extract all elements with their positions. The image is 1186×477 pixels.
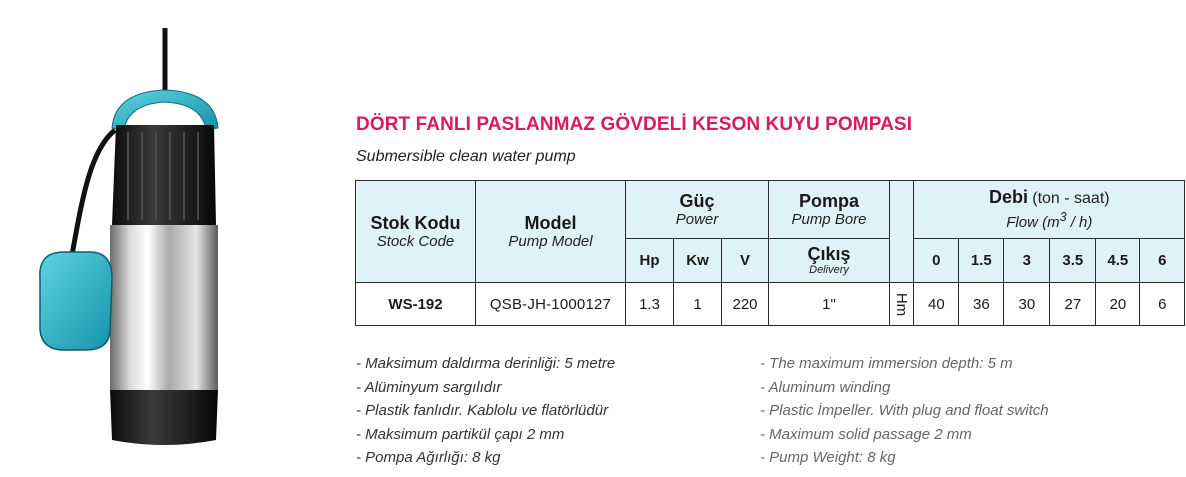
- note-en-item: - Maximum solid passage 2 mm: [760, 425, 972, 443]
- flow-value-0: 40: [914, 283, 959, 326]
- flow-col-2: 3: [1004, 239, 1050, 283]
- notes-turkish: [356, 352, 615, 470]
- kw-cell: 1: [674, 283, 722, 326]
- flow-col-1: 1.5: [959, 239, 1004, 283]
- product-subtitle: Submersible clean water pump: [356, 148, 576, 165]
- flow-col-0: 0: [914, 239, 959, 283]
- delivery-header-tr: Çıkış: [807, 244, 851, 264]
- handle: [112, 90, 218, 130]
- note-en-item: - Plastic İmpeller. With plug and float switch: [760, 402, 1049, 419]
- v-header: V: [722, 239, 769, 283]
- note-en-item: - The maximum immersion depth: 5 m: [760, 355, 1013, 372]
- model-header-en: Pump Model: [508, 232, 593, 250]
- flow-value-2: 30: [1004, 283, 1050, 326]
- flow-header-tr: Debi: [989, 187, 1029, 207]
- pump-product-image: [20, 20, 240, 460]
- v-cell: 220: [722, 283, 769, 326]
- hm-label-cell: [890, 283, 914, 326]
- flow-value-1: 36: [959, 283, 1004, 326]
- stock-code-header-en: Stock Code: [376, 232, 455, 250]
- flow-header-en: Flow $(m^3 / h)$: [1006, 210, 1093, 231]
- spec-table: [355, 180, 1185, 326]
- model-header-tr: Model: [524, 212, 577, 233]
- flow-value-5: 6: [1140, 283, 1185, 326]
- table-row: [356, 283, 1185, 326]
- hm-label: Hm: [893, 292, 911, 316]
- stock-code-header: [356, 181, 476, 283]
- power-header-tr: Güç: [679, 190, 715, 211]
- power-header-en: Power: [675, 210, 719, 228]
- steel-body: [110, 225, 218, 390]
- flow-header-tr-unit: (ton - saat): [1032, 190, 1110, 207]
- note-tr-item: - Plastik fanlıdır. Kablolu ve flatörlüdür: [356, 402, 609, 419]
- delivery-header: [769, 239, 890, 283]
- pump-header-en: Pump Bore: [791, 210, 867, 228]
- note-tr-item: - Maksimum partikül çapı 2 mm: [356, 425, 565, 443]
- note-en-item: - Aluminum winding: [760, 378, 891, 396]
- base: [110, 390, 218, 445]
- float-cable: [72, 130, 115, 255]
- stock-code-cell: WS-192: [356, 283, 476, 326]
- delivery-cell: 1": [769, 283, 890, 326]
- hp-header: Hp: [626, 239, 674, 283]
- pump-header: [769, 181, 890, 239]
- note-en-item: - Pump Weight: 8 kg: [760, 449, 896, 466]
- float-switch: [40, 252, 112, 350]
- flow-col-5: 6: [1140, 239, 1185, 283]
- hm-spacer-header: [890, 181, 914, 283]
- flow-value-3: 27: [1050, 283, 1096, 326]
- note-tr-item: - Pompa Ağırlığı: 8 kg: [356, 449, 501, 466]
- model-cell: QSB-JH-1000127: [476, 283, 626, 326]
- kw-header: Kw: [674, 239, 722, 283]
- flow-col-3: 3.5: [1050, 239, 1096, 283]
- model-header: [476, 181, 626, 283]
- flow-col-4: 4.5: [1096, 239, 1140, 283]
- hp-cell: 1.3: [626, 283, 674, 326]
- product-title: DÖRT FANLI PASLANMAZ GÖVDELİ KESON KUYU POMPASI: [356, 114, 913, 135]
- pump-header-tr: Pompa: [798, 190, 859, 211]
- power-header: [626, 181, 769, 239]
- notes-english: [760, 352, 1049, 470]
- flow-value-4: 20: [1096, 283, 1140, 326]
- flow-header: [914, 181, 1185, 239]
- note-tr-item: - Maksimum daldırma derinliği: 5 metre: [356, 355, 616, 372]
- stock-code-header-tr: Stok Kodu: [370, 212, 461, 233]
- note-tr-item: - Alüminyum sargılıdır: [356, 378, 502, 396]
- delivery-header-en: Delivery: [809, 264, 849, 276]
